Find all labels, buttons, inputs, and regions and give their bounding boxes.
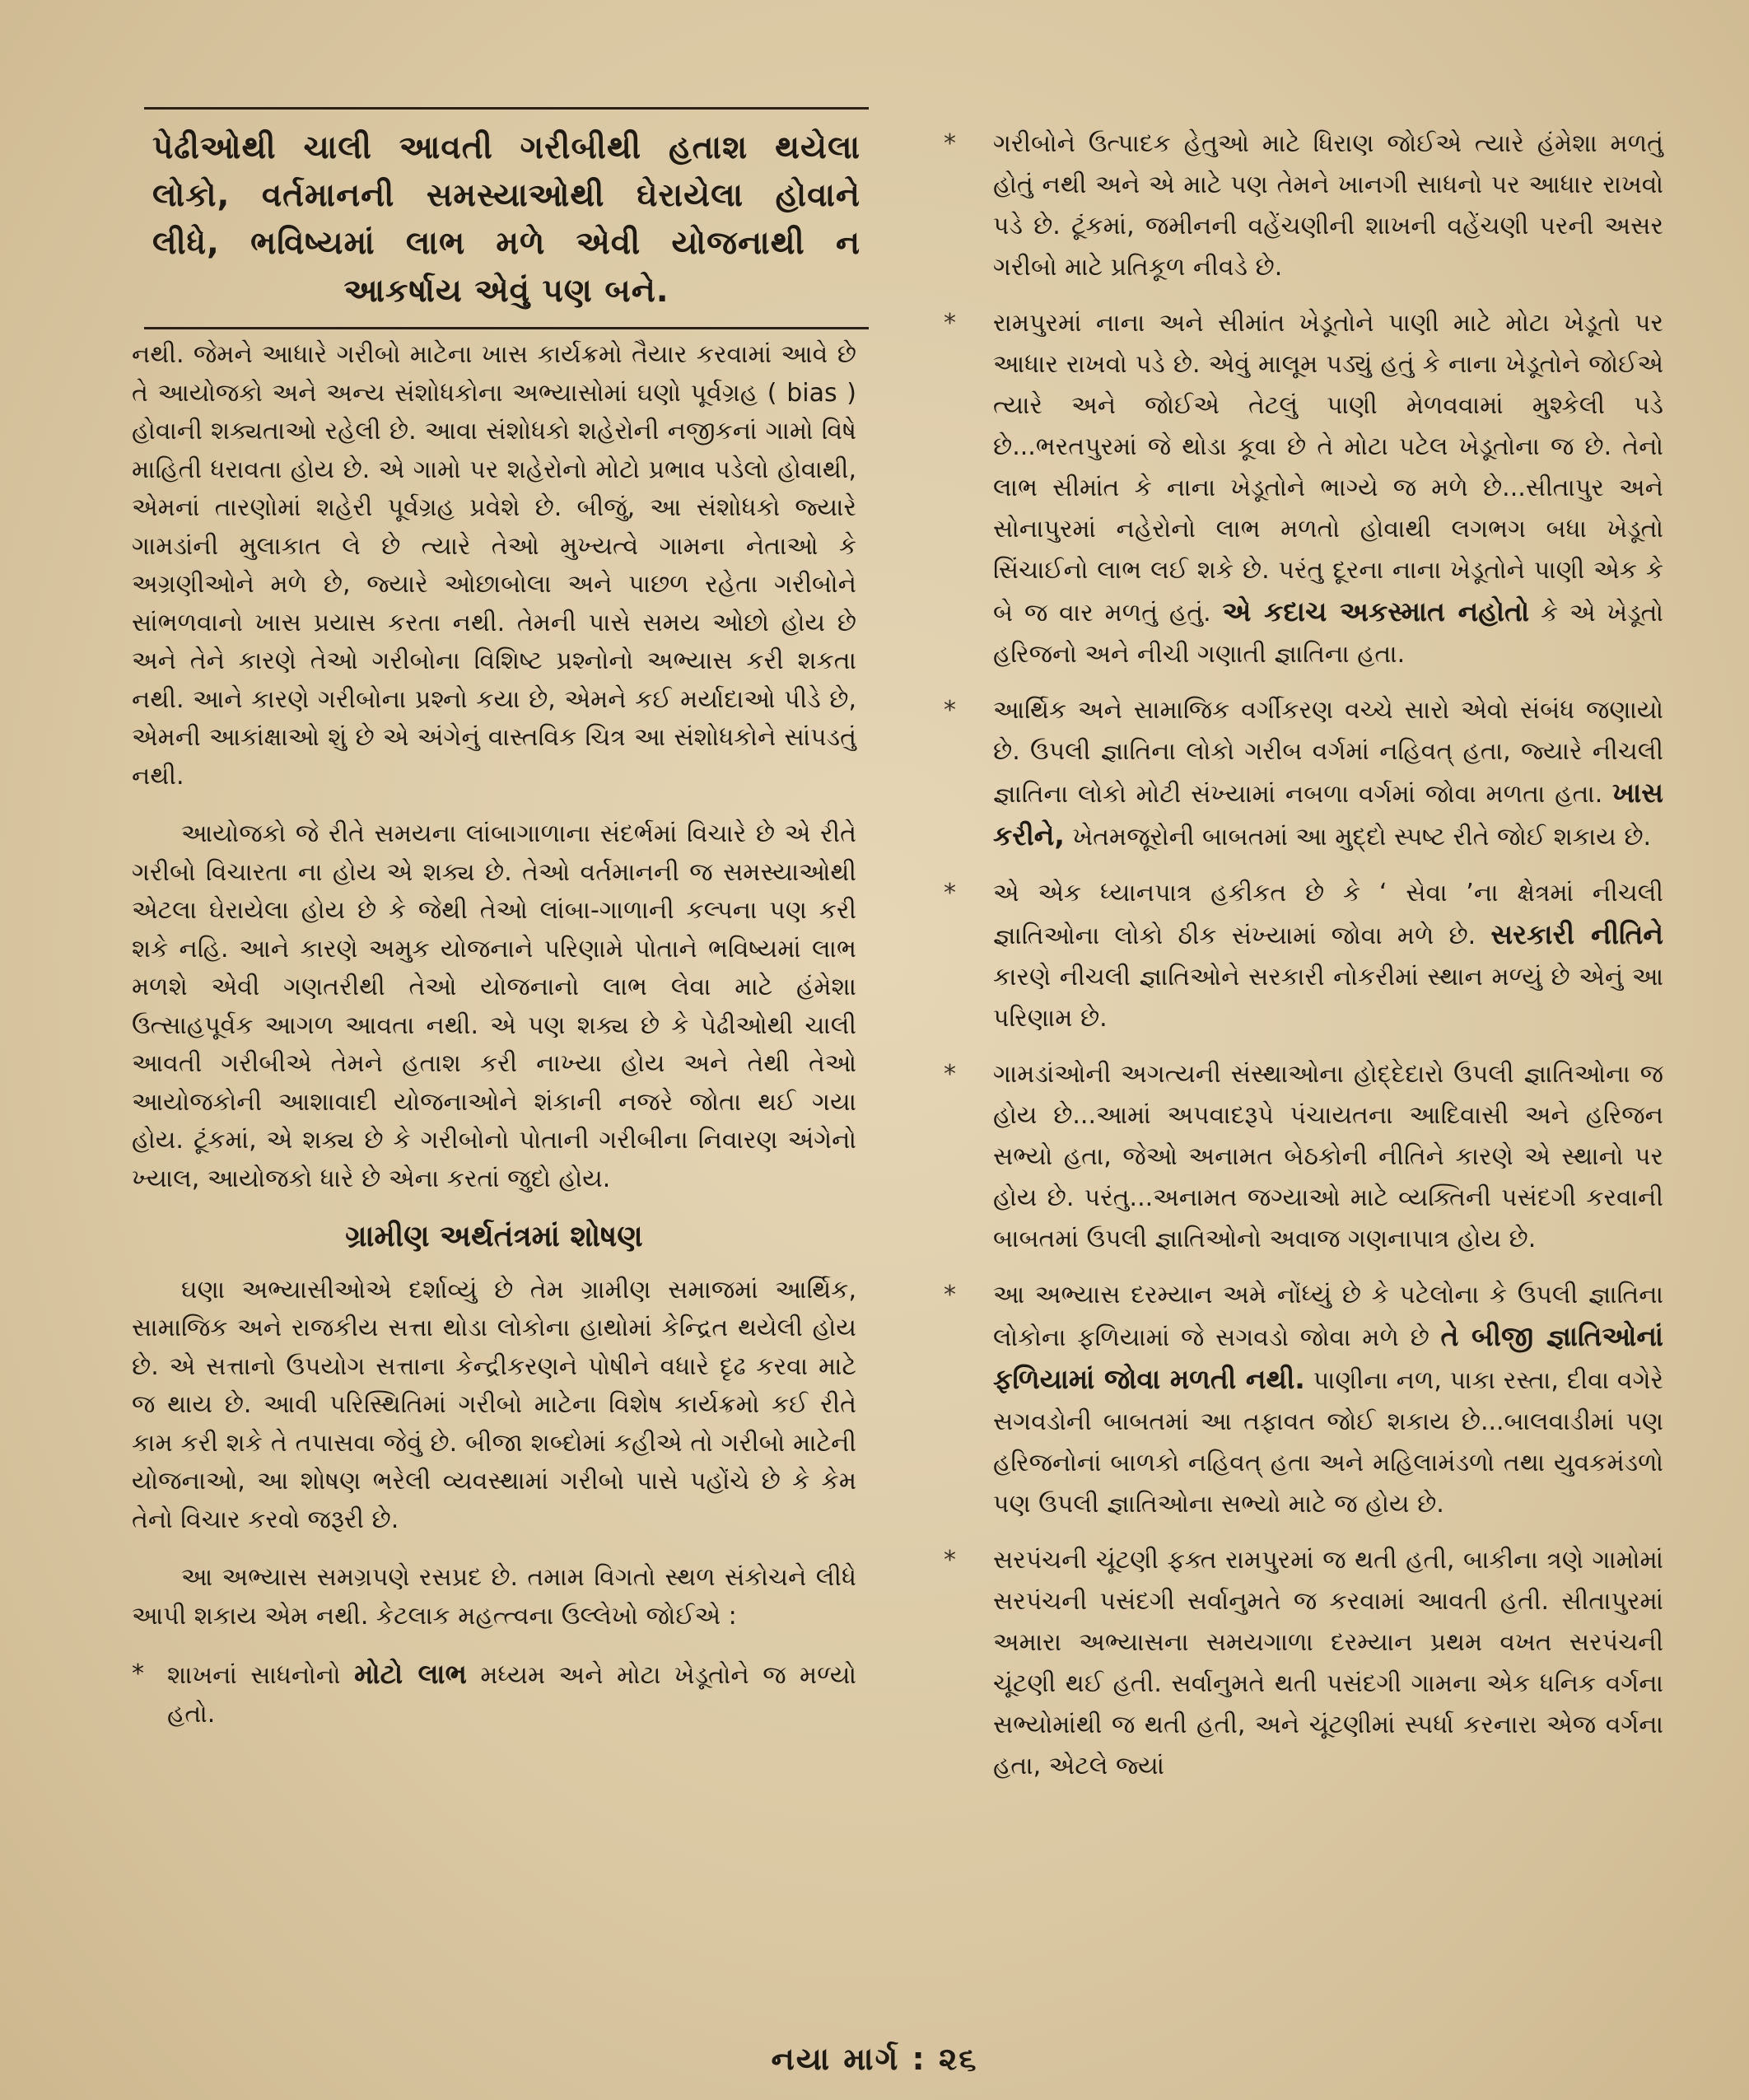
left-paragraph-3: ઘણા અભ્યાસીઓએ દર્શાવ્યું છે તેમ ગ્રામીણ સમાજમાં આર્થિક, સામાજિક અને રાજકીય સત્તા થોડા લોકોના હાથોમાં કેન્દ્રિત થયેલી હોય છે. એ સત્તાનો ઉપયોગ સત્તાના કેન્દ્રીકરણને પોષીને વધારે દૃઢ કરવા માટે જ થાય છે. આવી પરિસ્થિતિમાં ગરીબો માટેના વિશેષ કાર્યક્રમો કઈ રીતે કામ કરી શકે તે તપાસવા જેવું છે. બીજા શબ્દોમાં કહીએ તો ગરીબો માટેની યોજનાઓ, આ શોષણ ભરેલી વ્યવસ્થામાં ગરીબો પાસે પહોંચે છે કે કેમ તેનો વિચાર કરવો જરૂરી છે. [132,1275,856,1534]
item-text-post: કારણે નીચલી જ્ઞાતિઓને સરકારી નોકરીમાં સ્થાન મળ્યું છે એનું આ પરિણામ છે. [993,963,1663,1033]
item-text-bold: ખાસ કરીને, [993,777,1663,852]
bullet-text-pre: શાખનાં સાધનોનો [167,1661,355,1690]
left-paragraph-1: નથી. જેમને આધારે ગરીબો માટેના ખાસ કાર્યક્રમો તૈયાર કરવામાં આવે છે તે આયોજકો અને અન્ય સંશોધકોના અભ્યાસોમાં ઘણો પૂર્વગ્રહ ( bias ) હોવાની શક્યતાઓ રહેલી છે. આવા સંશોધકો શહેરોની નજીકનાં ગામો વિષે માહિતી ધરાવતા હોય છે. એ ગામો પર શહેરોનો મોટો પ્રભાવ પડેલો હોવાથી, એમનાં તારણોમાં શહેરી પૂર્વગ્રહ પ્રવેશે છે. બીજું, આ સંશોધકો જ્યારે ગામડાંની મુલાકાત લે છે ત્યારે તેઓ મુખ્યત્વે ગામના નેતાઓ કે અગ્રણીઓને મળે છે, જ્યારે ઓછાબોલા અને પાછળ રહેતા ગરીબોને સાંભળવાનો ખાસ પ્રયાસ કરતા નથી. તેમની પાસે સમય ઓછો હોય છે અને તેને કારણે તેઓ ગરીબોના વિશિષ્ટ પ્રશ્નોનો અભ્યાસ કરી શકતા નથી. આને કારણે ગરીબોના પ્રશ્નો કયા છે, એમને કઈ મર્યાદાઓ પીડે છે, એમની આકાંક્ષાઓ શું છે એ અંગેનું વાસ્તવિક ચિત્ર આ સંશોધકોને સાંપડતું નથી. [132,340,856,791]
right-item-2 [939,303,1663,675]
item-text-post: પાણીના નળ, પાકા રસ્તા, દીવા વગેરે સગવડોની બાબતમાં આ તફાવત જોઈ શકાય છે...બાલવાડીમાં પણ હરિજનોનાં બાળકો નહિવત્ હતા અને મહિલામંડળો તથા યુવકમંડળો પણ ઉપલી જ્ઞાતિઓના સભ્યો માટે જ હોય છે. [993,1366,1663,1519]
item-text-post: ખેતમજૂરોની બાબતમાં આ મુદ્દો સ્પષ્ટ રીતે જોઈ શકાય છે. [1064,823,1652,852]
right-item-text: ગામડાંઓની અગત્યની સંસ્થાઓના હોદ્દેદારો ઉપલી જ્ઞાતિઓના જ હોય છે...આમાં અપવાદરૂપે પંચાયતના આદિવાસી અને હરિજન સભ્યો હતા, જેઓ અનામત બેઠકોની નીતિને કારણે એ સ્થાનો પર હોય છે. પરંતુ...અનામત જગ્યાઓ માટે વ્યક્તિની પસંદગી કરવાની બાબતમાં ઉપલી જ્ઞાતિઓનો અવાજ ગણનાપાત્ર હોય છે. [993,1060,1663,1253]
bullet-star: * [944,309,956,338]
left-column [132,336,856,1734]
bullet-text-post: મધ્યમ અને મોટા ખેડૂતોને જ મળ્યો હતો. [167,1661,856,1729]
right-item-5 [939,1054,1663,1260]
bullet-star: * [132,1659,144,1688]
item-text-pre: એ એક ધ્યાનપાત્ર હકીકત છે કે ‘ સેવા ’ના ક્ષેત્રમાં નીચલી જ્ઞાતિઓના લોકો ઠીક સંખ્યામાં જોવા મળે છે. [993,879,1663,950]
item-text-bold: એ કદાચ અકસ્માત નહોતો [1222,595,1530,628]
left-paragraph-2: આયોજકો જે રીતે સમયના લાંબાગાળાના સંદર્ભમાં વિચારે છે એ રીતે ગરીબો વિચારતા ના હોય એ શક્ય છે. તેઓ વર્તમાનની જ સમસ્યાઓથી એટલા ઘેરાયેલા હોય છે કે જેથી તેઓ લાંબા-ગાળાની કલ્પના પણ કરી શકે નહિ. આને કારણે અમુક યોજનાને પરિણામે પોતાને ભવિષ્યમાં લાભ મળશે એવી ગણતરીથી તેઓ યોજનાનો લાભ લેવા માટે હંમેશા ઉત્સાહપૂર્વક આગળ આવતા નથી. એ પણ શક્ય છે કે પેઢીઓથી ચાલી આવતી ગરીબીએ તેમને હતાશ કરી નાખ્યા હોય અને તેથી તેઓ આયોજકોની આશાવાદી યોજનાઓને શંકાની નજરે જોતા થઈ ગયા હોય. ટૂંકમાં, એ શક્ય છે કે ગરીબોનો પોતાની ગરીબીના નિવારણ અંગેનો ખ્યાલ, આયોજકો ધારે છે એના કરતાં જુદો હોય. [132,819,856,1193]
item-text-pre: રામપુરમાં નાના અને સીમાંત ખેડૂતોને પાણી માટે મોટા ખેડૂતો પર આધાર રાખવો પડે છે. એવું માલૂમ પડ્યું હતું કે નાના ખેડૂતોને જોઈએ ત્યારે અને જોઈએ તેટલું પાણી મેળવવામાં મુશ્કેલી પડે છે...ભરતપુરમાં જે થોડા કૂવા છે તે મોટા પટેલ ખેડૂતોના જ છે. તેનો લાભ સીમાંત કે નાના ખેડૂતોને ભાગ્યે જ મળે છે...સીતાપુર અને સોનાપુરમાં નહેરોનો લાભ મળતો હોવાથી લગભગ બધા ખેડૂતો સિંચાઈનો લાભ લઈ શકે છે. પરંતુ દૂરના નાના ખેડૂતોને પાણી એક કે બે જ વાર મળતું હતું. [993,309,1663,628]
left-paragraph-4: આ અભ્યાસ સમગ્રપણે રસપ્રદ છે. તમામ વિગતો સ્થળ સંકોચને લીધે આપી શકાય એમ નથી. કેટલાક મહત્ત્વના ઉલ્લેખો જોઈએ : [132,1563,856,1631]
bullet-star: * [944,129,956,158]
right-item-text [993,1275,1663,1525]
right-item-text [993,303,1663,675]
right-item-6 [939,1275,1663,1525]
left-bullet-text [167,1655,856,1734]
item-text-pre: આર્થિક અને સામાજિક વર્ગીકરણ વચ્ચે સારો એવો સંબંધ જણાયો છે. ઉપલી જ્ઞાતિના લોકો ગરીબ વર્ગમાં નહિવત્ હતા, જ્યારે નીચલી જ્ઞાતિના લોકો મોટી સંખ્યામાં નબળા વર્ગમાં જોવા મળતા હતા. [993,696,1663,809]
right-item-text [993,873,1663,1039]
item-text-post: કે એ ખેડૂતો હરિજનો અને નીચી ગણાતી જ્ઞાતિના હતા. [993,599,1663,669]
right-item-text: સરપંચની ચૂંટણી ફક્ત રામપુરમાં જ થતી હતી, બાકીના ત્રણે ગામોમાં સરપંચની પસંદગી સર્વાનુમતે જ કરવામાં આવતી હતી. સીતાપુરમાં અમારા અભ્યાસના સમયગાળા દરમ્યાન પ્રથમ વખત સરપંચની ચૂંટણી થઈ હતી. સર્વાનુમતે થતી પસંદગી ગામના એક ધનિક વર્ગના સભ્યોમાંથી જ થતી હતી, અને ચૂંટણીમાં સ્પર્ધા કરનારા એજ વર્ગના હતા, એટલે જ્યાં [993,1546,1663,1780]
section-heading: ગ્રામીણ અર્થતંત્રમાં શોષણ [345,1220,643,1253]
item-text-pre: આ અભ્યાસ દરમ્યાન અમે નોંધ્યું છે કે પટેલોના કે ઉપલી જ્ઞાતિના લોકોના ફળિયામાં જે સગવડો જોવા મળે છે [993,1281,1663,1352]
right-item-7 [939,1540,1663,1787]
right-item-text: ગરીબોને ઉત્પાદક હેતુઓ માટે ધિરાણ જોઈએ ત્યારે હંમેશા મળતું હોતું નથી અને એ માટે પણ તેમને ખાનગી સાધનો પર આધાર રાખવો પડે છે. ટૂંકમાં, જમીનની વહેંચણીની શાખની વહેંચણી પરની અસર ગરીબો માટે પ્રતિકૂળ નીવડે છે. [993,129,1663,282]
right-item-4 [939,873,1663,1039]
pull-quote-text: પેઢીઓથી ચાલી આવતી ગરીબીથી હતાશ થયેલા લોકો, વર્તમાનની સમસ્યાઓથી ઘેરાયેલા હોવાને લીધે, ભવિષ્યમાં લાભ મળે એવી યોજનાથી ન આકર્ષાય એવું પણ બને. [152,129,861,310]
right-item-1 [939,124,1663,288]
bullet-star: * [944,1281,956,1309]
item-text-bold: સરકારી નીતિને [1490,918,1664,950]
bullet-star: * [944,1060,956,1089]
page-footer: નયા માર્ગ : ૨૬ [771,2041,978,2077]
bullet-star: * [944,879,956,908]
left-bullet [132,1655,856,1734]
right-item-text [993,690,1663,858]
pull-quote [144,107,869,329]
right-column [939,124,1663,1802]
bullet-star: * [944,696,956,725]
bullet-text-bold: મોટો લાભ [354,1658,467,1690]
right-item-3 [939,690,1663,858]
bullet-star: * [944,1546,956,1575]
item-text-bold: તે બીજી જ્ઞાતિઓનાં ફળિયામાં જોવા મળતી નથી. [993,1320,1663,1395]
